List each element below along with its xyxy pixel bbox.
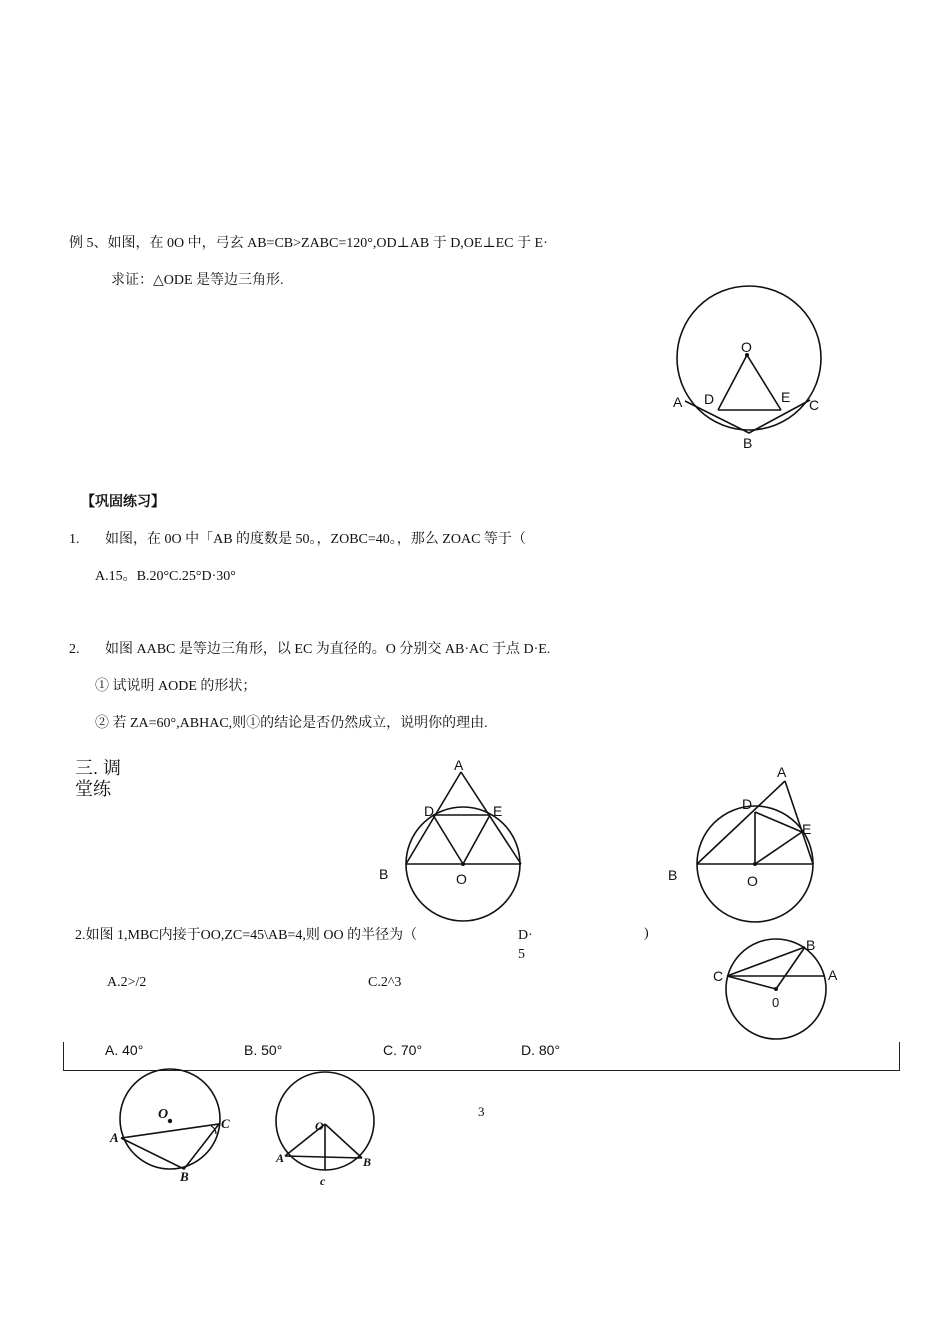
q1-number: 1. (69, 532, 80, 547)
page-number: 3 (478, 1104, 485, 1119)
label-d: D (704, 391, 715, 407)
label-o: O (456, 871, 467, 887)
label-b: B (668, 867, 678, 883)
answer-option-a: A. 40° (105, 1042, 144, 1058)
q2-left-figure (370, 755, 540, 930)
example5-proof-prompt: 求证：△ODE 是等边三角形. (111, 273, 284, 288)
label-c: C (221, 1116, 230, 1131)
q2-sub1: ① 试说明 AODE 的形状； (95, 679, 257, 694)
bottom-right-figure (265, 1070, 385, 1190)
label-d: D (424, 803, 435, 819)
label-a: A (828, 967, 838, 983)
example5-figure (660, 280, 840, 460)
label-c: c (320, 1174, 326, 1188)
q3-option-c: C.2^3 (368, 975, 402, 990)
answer-box-left-border (63, 1042, 64, 1071)
q2-number: 2. (69, 642, 80, 657)
label-a: A (276, 1151, 285, 1165)
answer-box-right-border (899, 1042, 900, 1071)
label-e: E (802, 821, 812, 837)
label-o: O (741, 339, 752, 355)
label-a: A (777, 764, 787, 780)
label-e: E (493, 803, 503, 819)
label-o: O (315, 1119, 324, 1133)
label-a: A (673, 394, 683, 410)
answer-option-d: D. 80° (521, 1042, 561, 1058)
q3-option-a: A.2>/2 (107, 975, 147, 990)
label-a: A (454, 757, 464, 773)
q3-figure (705, 930, 855, 1045)
label-b: B (743, 435, 753, 451)
practice-heading: 【巩固练习】 (81, 495, 165, 510)
label-d: D (742, 796, 753, 812)
q2-text: 如图 AABC 是等边三角形，以 EC 为直径的。O 分别交 AB·AC 于点 D·E. (105, 642, 551, 657)
label-o: O (747, 873, 758, 889)
q2-sub2: ② 若 ZA=60°,ABHAC,则①的结论是否仍然成立，说明你的理由. (95, 716, 488, 731)
label-e: E (781, 389, 791, 405)
label-a: A (110, 1130, 119, 1145)
label-c: C (809, 397, 820, 413)
section3-heading-line2: 堂练 (75, 779, 111, 799)
q2-right-figure (660, 760, 830, 930)
answer-option-b: B. 50° (244, 1042, 283, 1058)
section3-heading-line1: 三. 调 (75, 758, 122, 778)
example5-statement: 例 5、如图，在 0O 中，弓玄 AB=CB>ZABC=120°,OD⊥AB 于 D,OE⊥EC 于 E· (69, 236, 548, 251)
q1-text: 如图，在 0O 中「AB 的度数是 50。，ZOBC=40。，那么 ZOAC 等于（ (105, 532, 526, 547)
label-o: 0 (772, 995, 780, 1010)
answer-option-c: C. 70° (383, 1042, 423, 1058)
label-b: B (180, 1169, 189, 1184)
label-b: B (379, 866, 389, 882)
label-b: B (363, 1155, 372, 1169)
label-c: C (713, 968, 724, 984)
q3-option-d-value: 5 (518, 947, 525, 962)
label-o: O (158, 1107, 169, 1122)
label-b: B (806, 937, 816, 953)
q3-close-paren: ) (644, 926, 649, 941)
bottom-left-figure (100, 1070, 250, 1190)
q3-option-d: D· (518, 928, 533, 943)
q1-options: A.15。B.20°C.25°D·30° (95, 569, 236, 584)
q3-text: 2.如图 1,MBC内接于OO,ZC=45\AB=4,则 OO 的半径为（ (75, 928, 418, 943)
